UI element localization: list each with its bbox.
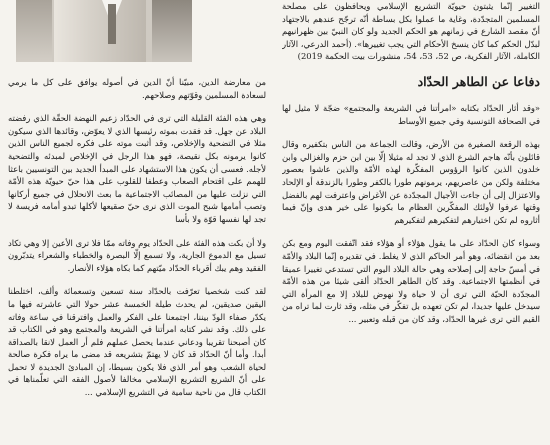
paragraph: لقد كنت شخصيا تعرّفت بالحدّاد سنة تسعين وتسعمائة وألف، اختلطنا اليقين صديقين، لم يحدث طيلة الخمسة عشر حولا التي عاشرته فيها ما يكدّر صفاء الودّ بيننا، اجتمعنا على الفكر والعمل وافترقنا في ساعة وفاته على ذلك. وقد نشر كتابه امرأتنا في الشريعة والمجتمع وهو في الكتاب قد كان أصبحنا تقريبا ودعاني عندما يحصل عملهم فلم أر العمل لانقا بالصداقة أبدا. وأما أنّ الحدّاد قد كان لا يهتمّ بتشريعه قد مضى ما يراه فكرة صالحة لحياة الشعب وهو أمر الذي فلا يكون بسيطا، إن المبادئ الجديدة لا تحمل على أنّ الشريع التشريع الإسلامي مخالفا لأصول الفقه التي تعلّمناها في الكتاب قال من ناحية سامية في التشريع الإسلامي ... <box>8 286 266 398</box>
paragraph: ولا أن بكت هذه الفئة على الحدّاد يوم وفاته ممّا فلا ترى الأعين إلا وهي تكاد تسيل مع الدموع الجارية، ولا تسمع إلّا البصرة والخطباء والشعراء يتدبّرون الفقيد وهم يبك أقرباء الحدّاد ميّتهم كما بكاه هؤلاء الأنصار. <box>8 237 266 273</box>
left-column <box>8 0 266 445</box>
paragraph: من معارضة الدين، مبيّنا أنّ الدين في أصوله يوافق على كل ما يرمي لسعادة المسلمين وقوّتهم وصلاحهم. <box>8 77 266 100</box>
photo-background <box>16 0 52 62</box>
photo-jacket <box>54 0 146 62</box>
photo-background <box>152 0 192 62</box>
section-heading: دفاعا عن الطاهر الحدّاد <box>417 73 540 89</box>
paragraph: وهي هذه الفئة القليلة التي ترى في الحدّاد زعيم النهضة الحقّة الذي رفضته البلاد عن جهل. قد فقدت بموته رئيسها الذي لا يعوّض، وقائدها الذي سيكون مثلا في التضحية والإخلاص، وقد أثبت موته على فكره لجميع الناس الذين كانوا يرمونه بكل نقيصة، فهو هذا الرجل في الإخلاص لمبدئه والتضحية لأجله. فعسى أن يكون هذا الاستشهاد على المبدأ الجديد بين التونسيين باعثا للهمم على اقتحام الصعاب وعطفا للقلوب على هذا حيّ حيويّة هذه الأمّة التي نزلت عليها من المصائب الاجتماعية ما بعث الانحلال في جميع أركانها وتصب أمامها شبح الموت الذي نرى حيّ صقيعها لأكلها تبدو أمامه فريسة لا تجد لها نفسها قوّة ولا بأسا <box>8 113 266 224</box>
paragraph: بهذه الرقعة الصغيرة من الأرض، وقالت الجماعة من الناس بتكفيره وقال قائلون بأنّه هاجم الشرع الذي لا تجد له مثيلا إلّا بين ابن حزم والغزالي وابن خلدون الذين كانوا الرؤوس المفكّرة لهذه الأمّة والذين عاشوا بعصور مختلفة ولكن من عاصريهم، يرمونهم طورا بالكفر وطورا بالزندقة أو الإلحاد والاعتزال إلى أن جاءت الأجيال المجدّدة عن الأغراض واعترفت لهم بالفضل وقتها عرفوا لأولئك المفكّرين العظام ما بكونوا على خير هدى وإنّ فيما أثاروه لم تكن اختيارهم لتفكيرهم لتفكيرهم <box>282 139 540 225</box>
right-column <box>282 0 540 445</box>
paragraph: وسواء كان الحدّاد على ما يقول هؤلاء أو هؤلاء فقد اتّفقت اليوم ومع بكن بعد من انقضائه، وهو أمر الحاكم الذي لا يغلط. في تقديره إنّما البلاد والأمّة في أمسّ حاجة إلى إصلاحه وهي حالة البلاد اليوم التي تستدعي تغييرا عميقا في أنظمتها الاجتماعية. وقد كان الطاهر الحدّاد ألقى شيئا من هذه الأمّة المجدّدة الحيّة التي ترى أن لا حياة ولا نهوض للبلاد إلا مع المرأة التي سيدخل عليها جديدا، لم تكن تعهده بل تفكّر في مثله، وقد ثارت لما تراه من القيم التي ترى غيرها الحدّاد، وقد كان من قبله وتعبير ... <box>282 238 540 324</box>
paragraph: التغيير إنّما يثبتون حيويّة التشريع الإسلامي ويحافظون على مصلحة المسلمين المتجدّدة، وغاية ما عملوا بكل بساطة أنّه ترجّح عندهم بالاجتهاد أنّ مقصد الشارع في زمانهم هو الحكم الجديد ولو كان النبيّ بين ظهرانيهم لبدّل الحكم كما كان ينسخ الأحكام التي يجب تغييرها». (أحمد الدرعي، الآثار الكاملة، الآثار الفكرية، ص 52، 53، 54، منشورات بيت الحكمة 2019) <box>282 1 540 62</box>
paragraph: «وقد أثار الحدّاد بكتابه «امرأتنا في الشريعة والمجتمع» ضجّة لا مثيل لها في الصحافة التونسية وفي جميع الأوساط <box>282 102 540 126</box>
portrait-photo <box>16 0 192 62</box>
photo-tie <box>108 4 116 44</box>
